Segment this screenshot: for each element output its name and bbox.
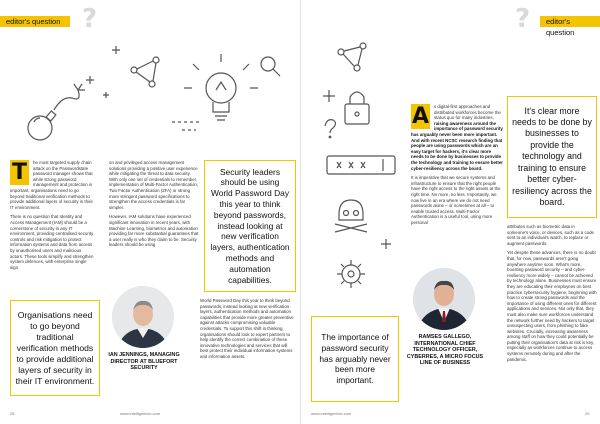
page-number: 28 [10,411,15,416]
portrait-photo [112,286,174,348]
pull-quote [10,300,100,396]
left-column-2-bottom [200,298,296,364]
section-tab [540,16,600,37]
pull-quote [204,160,296,292]
password-field-icon [327,156,395,174]
pull-quote [507,96,597,218]
magnifier-icon [261,57,280,76]
skull-icon [335,200,367,232]
header-illustration [6,40,296,145]
question-icon [325,120,336,138]
question-mark-icon: ? [82,4,98,34]
section-tab [0,16,70,27]
right-column-2 [507,224,597,366]
bomb-icon [28,84,85,140]
left-col1-para-2: There is no question that Identity and Access Management (IAM) should be a cornerstone of security in any IT environment, providing centralised security controls and risk mitigation to protect information systems and data from access by unauthorised users and malicious actors. These tools simplify and strengthen system defences, with enterprise single sign [10,214,94,270]
pull-quote-text: Security leaders should be using World Password Day this year to think beyond passwords, instead looking at new verification layers, authentication methods and automation capabilities. [210,166,290,285]
footer-url: www.intelligentcio.com [120,411,161,416]
line-art-illustration [6,40,296,145]
photo-caption: RAMSES GALLEGO, INTERNATIONAL CHIEF TECHNOLOGY OFFICER, CYBERRES, A MICRO FOCUS LINE OF BUSINESS [406,334,484,367]
pull-quote [311,316,399,402]
left-col2-para-3: World Password Day this year to think beyond passwords, instead looking at new verification layers, authentication methods and automation capabilities that provide more greater preventive against attacks compromising valuable credentials. To support this shift in thinking, organisations should look to expert partners to help identify the correct combination of these innovative technologies and services that will best protect their individual information systems and information assets. [200,298,294,359]
portrait-photo [413,268,475,330]
right-col2-para-1: attributes such as biometric data in someone's voice, or devices, such as a code sent to an individual's watch, to replace or augment passwords. [507,224,594,246]
right-col1-para-2: It is imperative that we secure systems and infrastructure to ensure that the right people have the right access to the right assets at the right time. No more, no less. Importantly, we now live in an era where we do not need passwords alone – or sometimes at all – to enable trusted access. Multi-Factor Authentication is a useful tool, using more personal [411,175,501,225]
pull-quote-text: The importance of password security has arguably never been more important. [319,332,391,386]
gear-icon [337,260,365,288]
lightbulb-icon [184,54,258,120]
right-column-1 [411,104,503,229]
side-illustration [321,38,407,308]
line-art-illustration [321,38,407,308]
right-col1-para-1: A s digital-first approaches and distributed workforces become the status quo for many industries, raising awareness around the importance of password security has arguably never been more important. And with recent NCSC research finding that people are using passwords which are an easy target for hackers, it's clear more needs to be done by businesses to provide the technology and training to ensure better cyber-resiliency across the board. [411,104,503,171]
lock-icon [345,92,369,124]
question-mark-icon: ? [515,4,531,34]
person-icon [112,286,174,348]
right-page [300,0,600,424]
footer-url: www.intelligentcio.com [311,411,352,416]
person-icon [413,268,475,330]
pull-quote-text: Organisations need to go beyond traditional verification methods to provide additional layers of security in their IT environment. [15,309,95,386]
network-icon [338,43,366,71]
spark-icon [86,46,120,98]
section-tag-label: editor's question [6,17,61,26]
pull-quote-text: It's clear more needs to be done by businesses to provide the technology and training to ensure better cyber-resiliency across the board. [512,105,592,207]
page-number: 29 [585,411,590,416]
photo-caption: IAN JENNINGS, MANAGING DIRECTOR AT BLUEFORT SECURITY [108,352,180,372]
left-column-1 [10,160,94,274]
network-icon [131,57,159,87]
left-col1-para-1: T he most targeted supply chain attack on the Passwordstate password manager shows that while strong password management and protection is important, organisations need to go beyond traditional verification methods to provide additional layers of security in their IT environment. [10,160,93,210]
left-col2-para-1: on and privileged access management solutions providing a positive user experience while mitigating the threat to data security. With only one set of credentials to remember, implementation of Multi-Factor Authentication, Two Factor Authentication (2FA) or strong more stringent password specifications to strengthen the access credentials is far simpler. [109,160,199,210]
left-col2-para-2: However, IAM solutions have experienced significant innovation in recent years, with Machine Learning, biometrics and automation providing far more substantial guarantees that a user really is who they claim to be. Security leaders should be using [109,214,199,248]
dropcap-letter: A [411,104,430,129]
dropcap-letter: T [11,160,27,185]
left-column-2 [109,160,199,252]
right-col2-para-2: Yet despite these advances, there is no doubt that, for now, passwords aren't going anywhere anytime soon. What's more, boosting password security – and cyber-resiliency more widely – cannot be achieved by technology alone. Businesses must ensure they are educating their employees on best practice cybersecurity hygiene, beginning with how to create strong passwords and the importance of using different ones for different applications and services. Not only that, they must also make sure workforces understand the network further need by hackers to target unsuspecting users, from phishing to fake websites. Crucially, increasing awareness among staff on how they could potentially be putting their organisation's data at risk is key, especially as workforces continue to access systems remotely during and after the pandemic. [507,250,597,362]
section-tag-label: editor's question [546,17,575,37]
